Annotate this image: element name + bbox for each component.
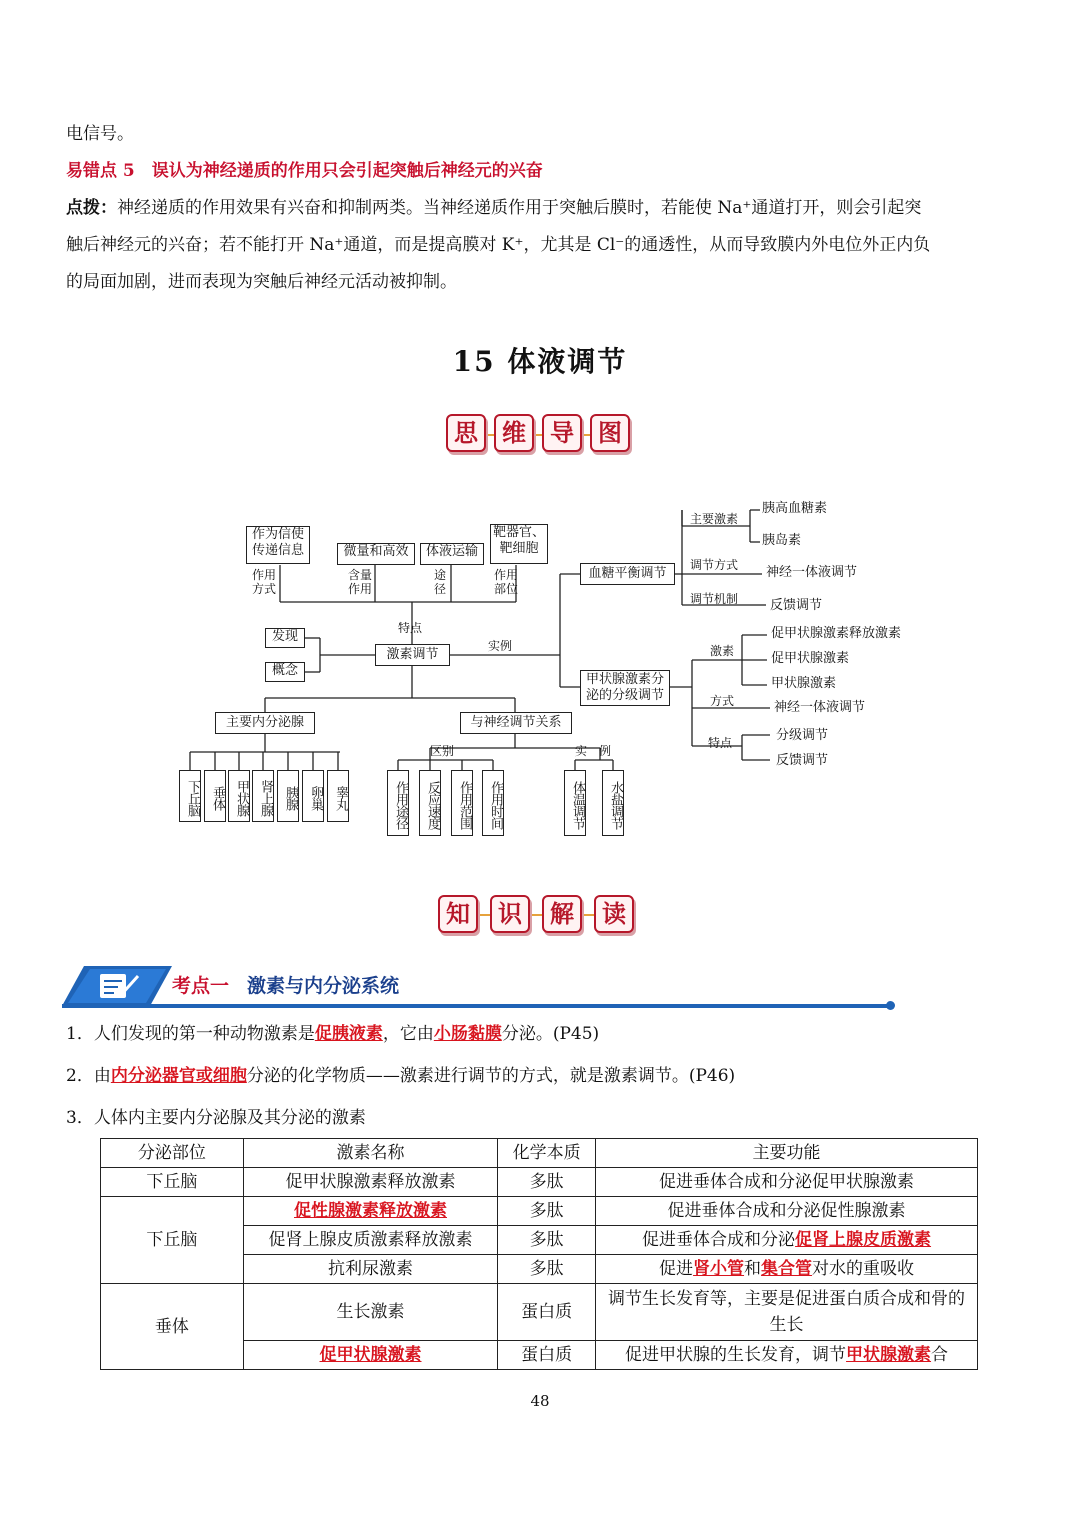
key-collecting-duct: 集合管 [761,1259,813,1279]
mm-box-relation-neural: 与神经调节关系 [460,712,572,734]
mm-diff-duration: 作用时间 [482,770,504,836]
mm-item-thyroid-hormone: 甲状腺激素 [771,676,837,691]
func-text: 对水的重吸收 [812,1259,915,1279]
item-2-prefix: 2．由 [66,1066,111,1086]
tip-label: 点拨： [66,198,117,218]
mm-box-body-fluid-transport: 体液运输 [420,543,484,565]
mm-label-amount: 含量作用 [347,568,372,596]
knowledge-heading-char: 识 [490,895,530,933]
table-cell [596,1226,978,1255]
key-thyroid-hormone: 甲状腺激素 [846,1345,932,1365]
table-row [101,1197,978,1226]
page-number: 48 [530,1392,550,1410]
mm-label-action-mode: 作用方式 [251,568,276,596]
table-cell: 促肾上腺皮质激素释放激素 [243,1226,498,1255]
table-header: 主要功能 [596,1139,978,1168]
func-text: 合 [931,1345,949,1365]
section-underline [62,1004,890,1008]
mm-label-difference: 区别 [430,744,455,758]
mm-label-main-hormones: 主要激素 [690,512,739,526]
mm-label-characteristics: 特点 [708,736,733,750]
mm-item-feedback-2: 反馈调节 [776,753,829,768]
mm-item-tsh: 促甲状腺激素 [771,651,850,666]
mindmap-heading-char: 思 [446,414,486,452]
mindmap-heading-char: 维 [494,414,534,452]
mm-item-neuro-humoral-2: 神经一体液调节 [774,700,866,715]
key-acth: 促肾上腺皮质激素 [795,1230,932,1250]
table-header: 激素名称 [243,1139,498,1168]
func-text: 促进垂体合成和分泌 [642,1230,796,1250]
table-cell: 多肽 [498,1255,596,1284]
item-3: 3．人体内主要内分泌腺及其分泌的激素 [66,1108,366,1128]
mm-gland-hypothalamus: 下丘脑 [179,770,201,822]
mm-label-example: 实例 [488,639,513,653]
func-text: 促进甲状腺的生长发育，调节 [625,1345,847,1365]
mm-box-blood-glucose: 血糖平衡调节 [580,563,675,585]
key-tsh: 促甲状腺激素 [319,1345,422,1365]
item-1-suffix: 分泌。(P45) [501,1024,600,1044]
mm-box-thyroid-regulation: 甲状腺激素分泌的分级调节 [580,670,670,706]
item-2-key-endocrine: 内分泌器官或细胞 [110,1066,247,1086]
mm-box-discovery: 发现 [265,628,305,648]
knowledge-heading-char: 解 [542,895,582,933]
table-cell: 生长激素 [243,1284,498,1341]
mm-item-trh: 促甲状腺激素释放激素 [771,626,902,641]
section-underline-dot [886,1001,895,1010]
item-2-suffix: 分泌的化学物质——激素进行调节的方式，就是激素调节。(P46) [246,1066,736,1086]
table-cell [243,1197,498,1226]
item-1-key-secretin: 促胰液素 [314,1024,383,1044]
mm-diff-pathway: 作用途径 [387,770,409,836]
tip-text-1: 神经递质的作用效果有兴奋和抑制两类。当神经递质作用于突触后膜时，若能使 Na⁺通道打开，则会引起突 [117,198,922,218]
mm-label-mechanism: 调节机制 [690,592,739,606]
mm-gland-adrenal: 肾上腺 [252,770,274,822]
table-cell: 蛋白质 [498,1284,596,1341]
mm-gland-ovary: 卵巢 [302,770,324,822]
chapter-title: 15 体液调节 [452,345,628,378]
mm-label-site: 作用部位 [493,568,518,596]
table-cell [596,1255,978,1284]
item-1-mid: ，它由 [382,1024,434,1044]
hormone-table [100,1138,978,1370]
mm-label-hormones: 激素 [710,644,735,658]
knowledge-heading-char: 知 [438,895,478,933]
mm-item-neuro-humoral: 神经一体液调节 [766,565,858,580]
mm-example-water-salt: 水盐调节 [602,770,624,836]
mm-center-hormone-regulation: 激素调节 [375,644,450,666]
mm-box-target: 靶器官、靶细胞 [490,524,548,564]
notepad-icon [62,966,172,1006]
table-cell: 蛋白质 [498,1341,596,1370]
table-header: 分泌部位 [101,1139,244,1168]
knowledge-heading-char: 读 [594,895,634,933]
key-renal-tubule: 肾小管 [693,1259,745,1279]
table-cell: 下丘脑 [101,1197,244,1284]
mm-item-feedback: 反馈调节 [770,598,823,613]
func-text: 促进 [659,1259,694,1279]
mm-diff-range: 作用范围 [451,770,473,836]
table-cell: 促甲状腺激素释放激素 [243,1168,498,1197]
mm-gland-testis: 睾丸 [327,770,349,822]
section-banner-badge [62,966,172,1006]
tip-paragraph-line2: 触后神经元的兴奋；若不能打开 Na⁺通道，而是提高膜对 K⁺，尤其是 Cl⁻的通透性，从而导致膜内外电位外正内负 [66,235,931,255]
table-cell: 多肽 [498,1168,596,1197]
mm-label-pathway: 途径 [433,568,446,596]
key-gnrh: 促性腺激素释放激素 [294,1201,447,1221]
table-cell: 调节生长发育等，主要是促进蛋白质合成和骨的生长 [596,1284,978,1341]
mm-gland-pancreas: 胰腺 [277,770,299,822]
mind-map [170,490,930,850]
mm-item-glucagon: 胰高血糖素 [762,501,828,516]
table-cell: 下丘脑 [101,1168,244,1197]
mm-box-trace-efficient: 微量和高效 [337,543,415,565]
table-row [101,1284,978,1341]
tip-paragraph-line3: 的局面加剧，进而表现为突触后神经元活动被抑制。 [66,272,457,292]
mm-box-main-glands: 主要内分泌腺 [215,712,315,734]
mm-item-insulin: 胰岛素 [762,533,802,548]
table-cell [243,1341,498,1370]
mm-item-graded: 分级调节 [776,728,829,743]
mindmap-heading-char: 导 [542,414,582,452]
table-row [101,1168,978,1197]
table-cell: 多肽 [498,1226,596,1255]
table-cell: 多肽 [498,1197,596,1226]
mm-example-temperature: 体温调节 [564,770,586,836]
mindmap-heading-char: 图 [590,414,630,452]
mm-box-messenger: 作为信使传递信息 [246,526,310,564]
table-cell: 垂体 [101,1284,244,1370]
mm-gland-thyroid: 甲状腺 [228,770,250,822]
item-1-key-mucosa: 小肠黏膜 [433,1024,502,1044]
item-1 [66,1022,599,1046]
mm-label-feature: 特点 [398,621,423,635]
table-header-row [101,1139,978,1168]
table-cell: 抗利尿激素 [243,1255,498,1284]
section-title: 激素与内分泌系统 [247,975,400,997]
tip-paragraph-line1 [66,196,921,220]
section-number: 考点一 [172,975,230,997]
table-header: 化学本质 [498,1139,596,1168]
mm-label-examples: 实 例 [575,744,612,758]
mm-label-method: 方式 [710,694,735,708]
point5-title: 易错点 5 误认为神经递质的作用只会引起突触后神经元的兴奋 [66,161,543,181]
table-cell [596,1341,978,1370]
mm-box-concept: 概念 [265,662,305,682]
mm-label-regulation-mode: 调节方式 [690,558,739,572]
table-cell: 促进垂体合成和分泌促性腺激素 [596,1197,978,1226]
mm-gland-pituitary: 垂体 [204,770,226,822]
table-cell: 促进垂体合成和分泌促甲状腺激素 [596,1168,978,1197]
intro-line: 电信号。 [66,124,134,144]
func-text: 和 [744,1259,762,1279]
mm-diff-speed: 反应速度 [419,770,441,836]
section-heading [172,972,399,1000]
item-1-prefix: 1．人们发现的第一种动物激素是 [66,1024,315,1044]
item-2 [66,1064,735,1088]
